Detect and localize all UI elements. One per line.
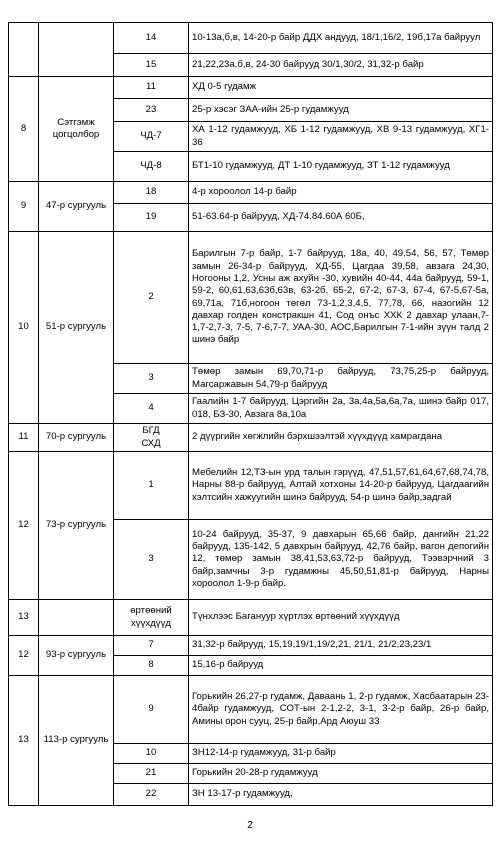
address-description: 10-13а,б,в, 14-20-р байр ДДХ андууд, 18/1,16/2, 19б,17а байруул — [189, 23, 493, 54]
school-name: 93-р сургууль — [39, 636, 114, 676]
address-description: 15,16-р байрууд — [189, 656, 493, 676]
address-description: Барилгын 7-р байр, 1-7 байрууд, 18а, 40, 49,54, 56, 57, Төмөр замын 26-34-р байрууд, ХД-55, Цагдаа 39,58, авзага 24,30, Ногооны 1,2, Усны аж ахуйн -30, хувийн 40-44, 44а байрууд, 59-1, 59-2, 60,61,63,63б,63в, 63-2б, 65-2, 67-2, 67-3, 67-4, 67-5,67-5а, 69,71а, 71б,ногоон төгөл 73-1,2,3,4,5, 77,78, 66, назогийн 12 давхар голден констракшн 41, Сод онъс ХХК 2 давхар улаан,7-1,7-2,7-3, 7-5, 7-6,7-7, УАА-30, АОС,Барилгын 7-1-ийн зүүн талд 2 шинэ байр — [189, 232, 493, 364]
district-code: 2 — [114, 232, 189, 364]
row-number: 10 — [9, 232, 39, 424]
district-code: 1 — [114, 452, 189, 520]
address-description: ЗН 13-17-р гудамжууд, — [189, 784, 493, 806]
row-number: 13 — [9, 600, 39, 636]
row-number: 12 — [9, 452, 39, 600]
row-number: 13 — [9, 676, 39, 806]
district-code: БГД СХД — [114, 424, 189, 452]
address-description: 21,22,23а,б,в, 24-30 байрууд 30/1,30/2, 31,32-р байр — [189, 54, 493, 77]
district-code: 18 — [114, 182, 189, 204]
address-description: Горькийн 26,27-р гудамж, Даваань 1, 2-р гудамж, Хасбаатарын 23-4байр гудамжууд, СОТ-ын 2-1,2-2, 3-1, 3-2-р байр, 26-р байр, Амины орон сууц, 25-р байр,Ард Аюуш 33 — [189, 676, 493, 744]
address-description: Горькийн 20-28-р гудамжууд — [189, 764, 493, 784]
school-name — [39, 23, 114, 77]
district-code: 4 — [114, 394, 189, 424]
district-code: 21 — [114, 764, 189, 784]
address-description: Гаалийн 1-7 байрууд, Цэргийн 2а, 3а,4а,5а,6а,7а, шинэ байр 017, 018, БЗ-30, Авзага 8а,10а — [189, 394, 493, 424]
school-name: 113-р сургууль — [39, 676, 114, 806]
row-number: 8 — [9, 77, 39, 182]
table-row — [9, 424, 493, 452]
school-name: 70-р сургууль — [39, 424, 114, 452]
address-description: 10-24 байрууд, 35-37, 9 давхарын 65,66 байр, дангийн 21,22 байрууд, 135-142, 5 давхрын байрууд, 42,76 байр, вагон депогийн 12, төмөр замын 38,41,53,63,72-р байрууд, Тээвэрчний 3 байр,замчны 3-р гудамжны 45,50,51,81-р байрууд, Нарны хороолол 1-9-р байр. — [189, 520, 493, 600]
district-code: 7 — [114, 636, 189, 656]
address-description: 51-63.64-р байрууд, ХД-74.84.60А 60Б, — [189, 204, 493, 232]
district-code: 11 — [114, 77, 189, 99]
row-number: 11 — [9, 424, 39, 452]
table-row — [9, 182, 493, 204]
table-row — [9, 23, 493, 54]
school-name: 47-р сургууль — [39, 182, 114, 232]
district-code: 8 — [114, 656, 189, 676]
address-table — [8, 22, 493, 806]
address-description: ХА 1-12 гудамжууд, ХБ 1-12 гудамжууд, ХВ 9-13 гудамжууд, ХГ1-36 — [189, 122, 493, 152]
school-name: 73-р сургууль — [39, 452, 114, 600]
address-description: ХД 0-5 гудамж — [189, 77, 493, 99]
row-number: 9 — [9, 182, 39, 232]
table-row — [9, 452, 493, 520]
address-description: Төмөр замын 69,70,71-р байрууд, 73,75,25-р байрууд, Магсаржавын 54,79-р байрууд — [189, 364, 493, 394]
district-code: өртөөний хүүхдүүд — [114, 600, 189, 636]
row-number — [9, 23, 39, 77]
school-name: 51-р сургууль — [39, 232, 114, 424]
school-name: Сэтгэмж цогцолбор — [39, 77, 114, 182]
table-row — [9, 232, 493, 364]
table-row — [9, 676, 493, 744]
address-description: 2 дүүргийн хөгжлийн бэрхшээлтэй хүүхдүүд хамрагдана — [189, 424, 493, 452]
district-code: 22 — [114, 784, 189, 806]
address-description: 31,32-р байрууд, 15,19,19/1,19/2,21, 21/1, 21/2,23,23/1 — [189, 636, 493, 656]
district-code: 14 — [114, 23, 189, 54]
table-row — [9, 77, 493, 99]
district-code: ЧД-8 — [114, 152, 189, 182]
district-code: 3 — [114, 364, 189, 394]
table-row — [9, 636, 493, 656]
district-code: 23 — [114, 99, 189, 122]
address-description: Түнхлээс Багануур хүртлэх өртөөний хүүхдүүд — [189, 600, 493, 636]
address-description: 4-р хороолол 14-р байр — [189, 182, 493, 204]
district-code: 19 — [114, 204, 189, 232]
address-description: БТ1-10 гудамжууд, ДТ 1-10 гудамжууд, ЗТ 1-12 гудамжууд — [189, 152, 493, 182]
district-code: 10 — [114, 744, 189, 764]
district-code: 15 — [114, 54, 189, 77]
page-number: 2 — [247, 820, 253, 831]
table-row — [9, 600, 493, 636]
row-number: 12 — [9, 636, 39, 676]
district-code: 3 — [114, 520, 189, 600]
district-code: 9 — [114, 676, 189, 744]
district-code: ЧД-7 — [114, 122, 189, 152]
address-description: 25-р хэсэг ЗАА-ийн 25-р гудамжууд — [189, 99, 493, 122]
school-name — [39, 600, 114, 636]
address-description: Мебелийн 12,ТЗ-ын урд талын гэрүүд, 47,51,57,61,64,67,68,74,78, Нарны 88-р байрууд, Алтай хотхоны 14-20-р байрууд, Цагдаагийн хэлтсийн хажуугийн шинэ байрууд, 54-р шинэ байр,задгай — [189, 452, 493, 520]
address-description: ЗН12-14-р гудамжууд, 31-р байр — [189, 744, 493, 764]
